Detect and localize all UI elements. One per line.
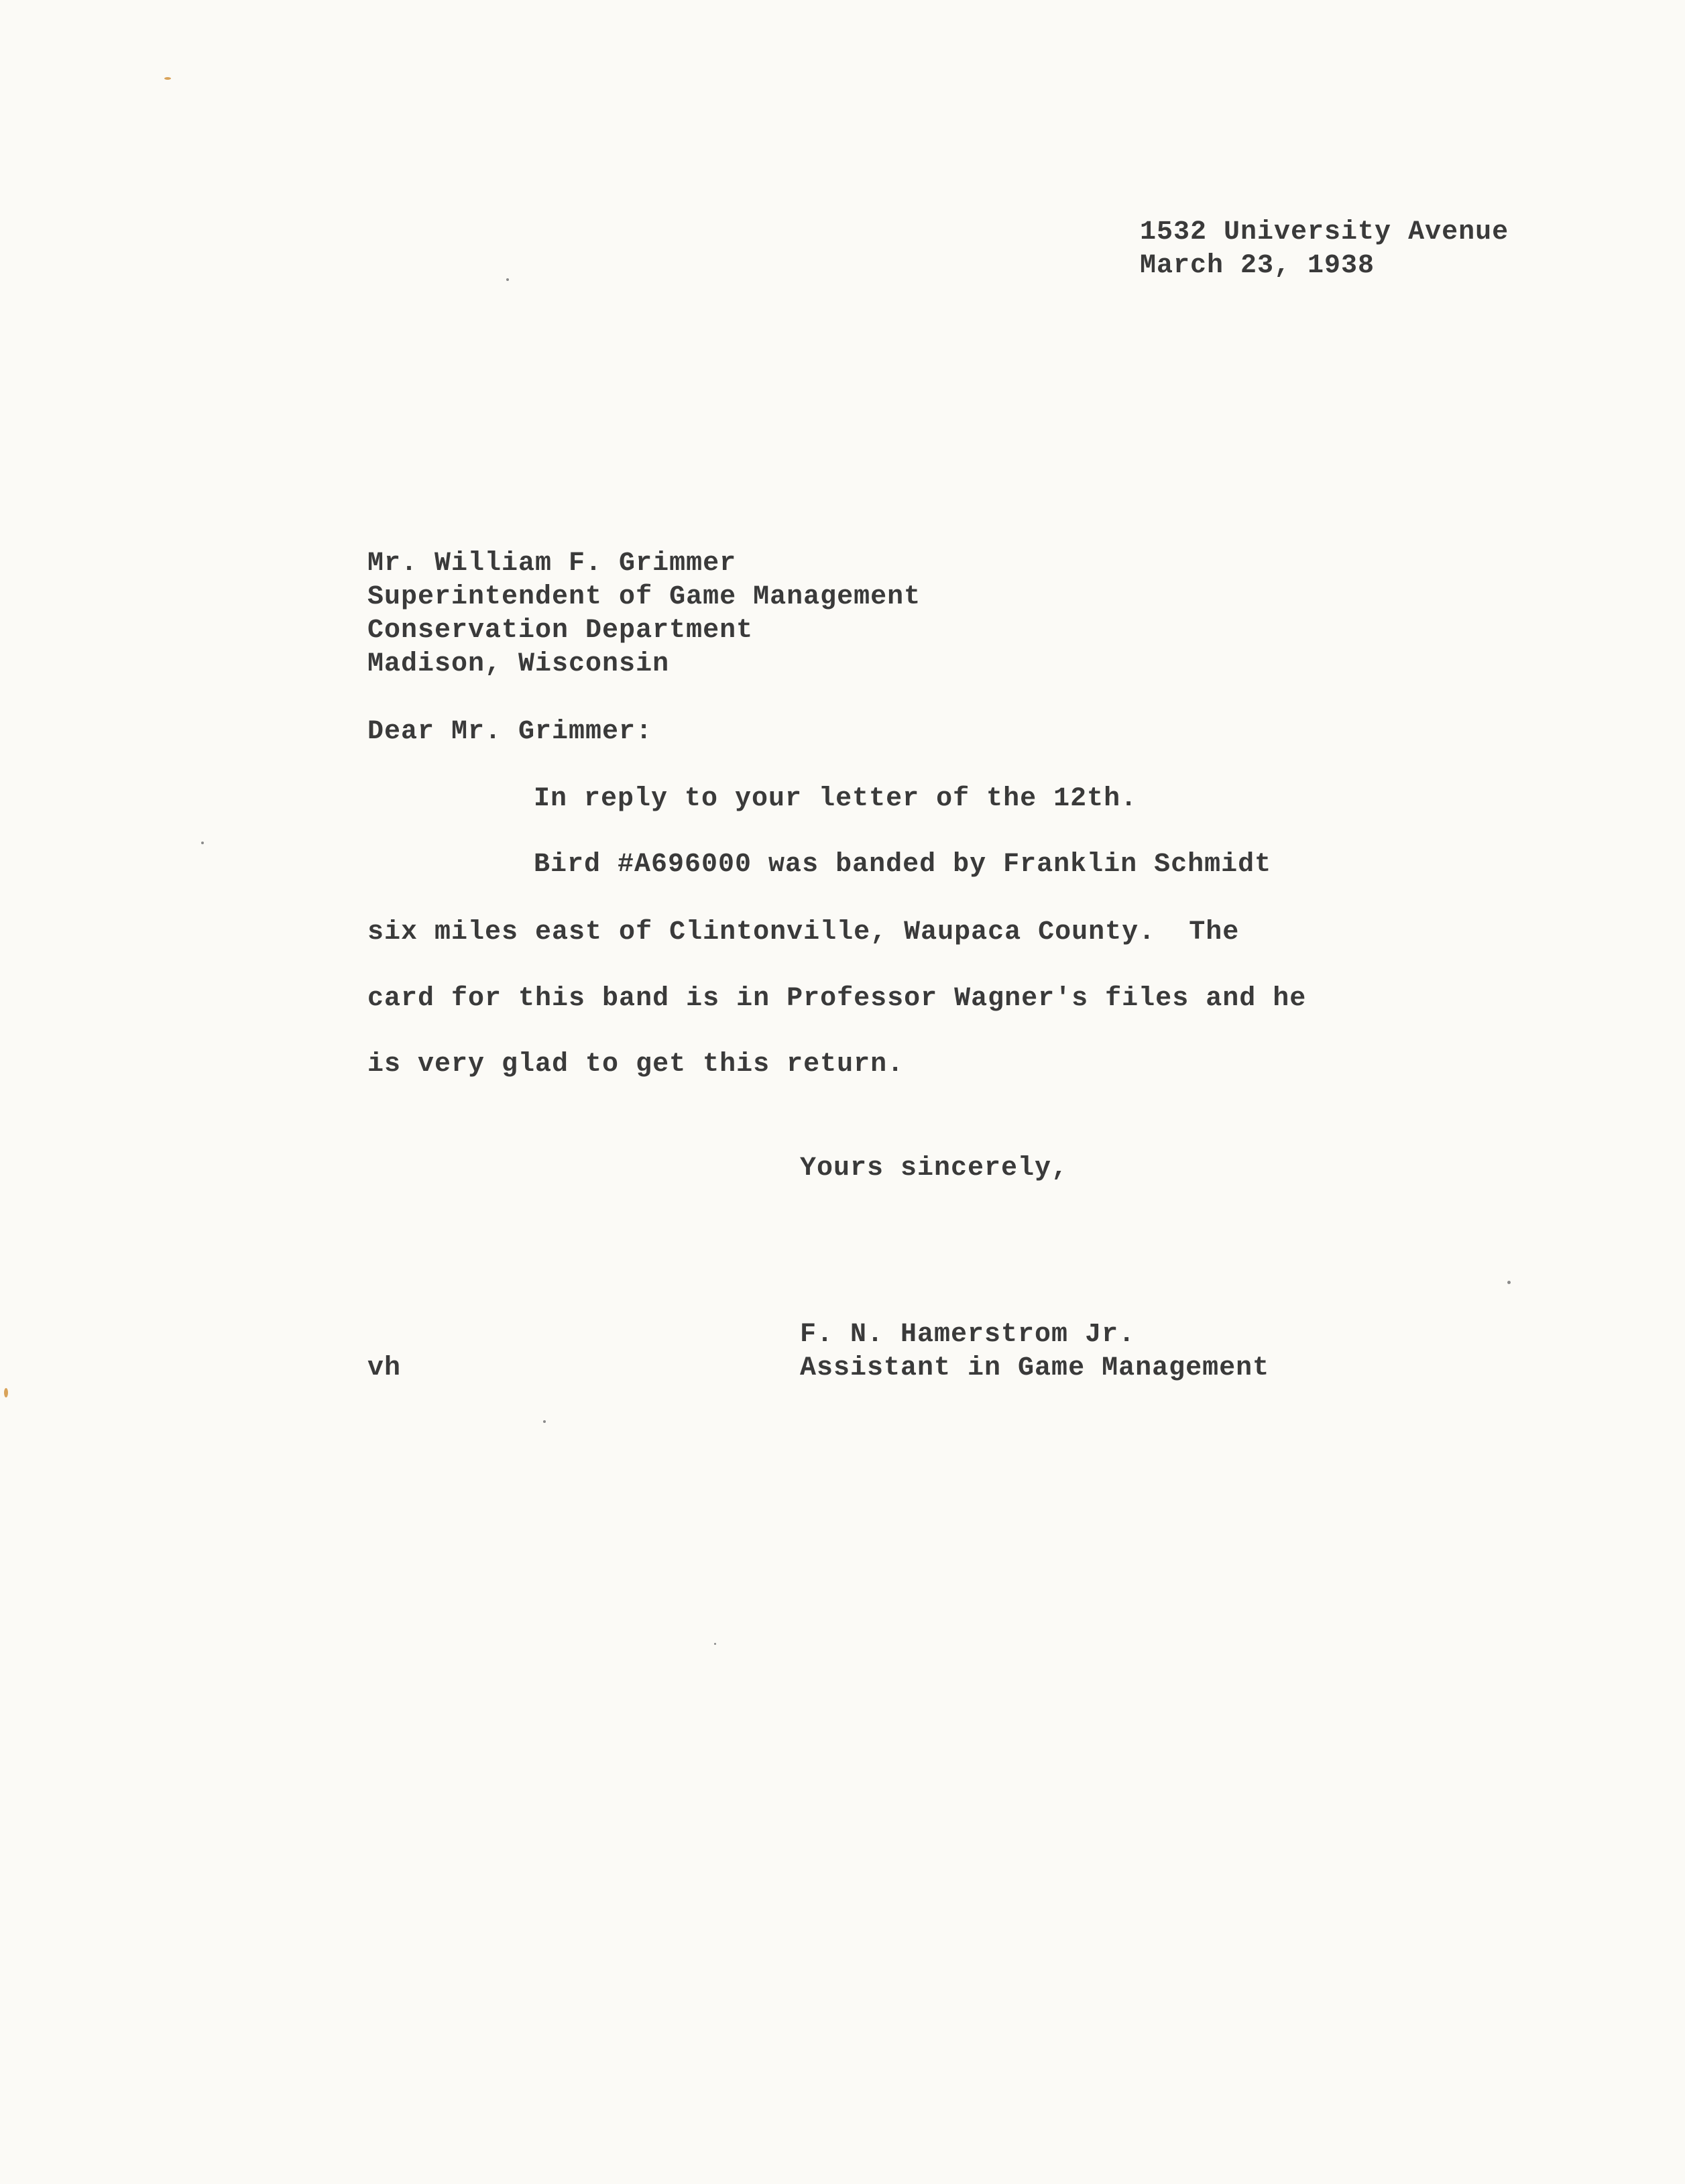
body-paragraph-1: In reply to your letter of the 12th.	[534, 784, 1138, 814]
paper-speck	[201, 842, 204, 844]
closing: Yours sincerely,	[800, 1153, 1069, 1184]
typist-initials: vh	[367, 1353, 402, 1383]
body-paragraph-2-line-1: Bird #A696000 was banded by Franklin Schmidt	[534, 850, 1272, 880]
paper-speck	[543, 1420, 546, 1423]
salutation: Dear Mr. Grimmer:	[367, 717, 653, 747]
paper-speck	[4, 1388, 8, 1397]
recipient-department: Conservation Department	[367, 616, 754, 646]
recipient-location: Madison, Wisconsin	[367, 649, 670, 679]
body-paragraph-2-line-2: six miles east of Clintonville, Waupaca County. The	[367, 917, 1240, 947]
sender-address: 1532 University Avenue	[1140, 217, 1509, 247]
paper-speck	[506, 278, 509, 281]
paper-speck	[164, 77, 171, 80]
paper-speck	[1507, 1281, 1511, 1284]
recipient-title: Superintendent of Game Management	[367, 582, 921, 612]
recipient-name: Mr. William F. Grimmer	[367, 549, 737, 579]
paper-speck	[714, 1643, 716, 1645]
signature-name: F. N. Hamerstrom Jr.	[800, 1320, 1136, 1350]
signature-title: Assistant in Game Management	[800, 1353, 1270, 1383]
body-paragraph-2-line-3: card for this band is in Professor Wagner's files and he	[367, 984, 1307, 1014]
letter-date: March 23, 1938	[1140, 251, 1375, 281]
body-paragraph-2-line-4: is very glad to get this return.	[367, 1049, 905, 1080]
